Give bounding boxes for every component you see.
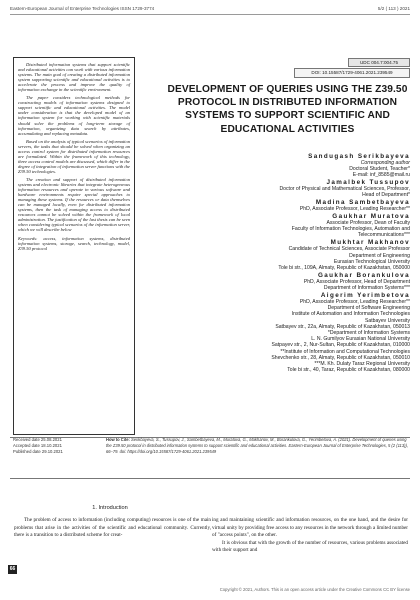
author-affiliation-line: Department of Information Systems*** [323, 285, 410, 292]
accepted-date: Accepted date 18.10.2021 [13, 443, 62, 449]
paper-title: DEVELOPMENT OF QUERIES USING THE Z39.50 PROTOCOL IN DISTRIBUTED INFORMATION SYSTEMS TO SUPPORT SCIENTIFIC AND EDUCATIONAL ACTIVITIES [167, 84, 408, 135]
published-date: Published date 29.10.2021 [13, 449, 63, 455]
author-affiliation-line: Satpayev str., 2, Nur-Sultan, Republic of Kazakhstan, 010000 [271, 342, 410, 349]
header-divider [10, 14, 410, 15]
author-affiliation-line: PhD, Associate Professor, Leading Researcher** [299, 206, 410, 213]
abstract-paragraph: The paper considers technological methods for constructing models of information systems designed to support scientific and educational activities. The model under consideration is that the developed model of an information system for working with scientific materials should solve the problems of long-term storage of information, organizing data search by attributes, accumulating and replacing metadata. [18, 95, 130, 136]
author-name: Sandugash Serikbayeva [308, 152, 410, 160]
author-affiliation-line: Eurasian Technological University [333, 258, 410, 265]
author-affiliation-line: Shevchenko str., 28, Almaty, Republic of Kazakhstan, 050010 [271, 354, 410, 361]
author-affiliation-line: Head of Department* [362, 192, 410, 199]
license-footer: Copyright © 2021, Authors. This is an open access article under the Creative Commons CC BY license [219, 587, 410, 592]
author-affiliation-line: **Institute of Information and Computational Technologies [280, 348, 410, 355]
keywords: Keywords: access, information systems, distributed information systems, storage, search, technology, model, Z39.50 protocol [18, 235, 130, 251]
author-affiliation-line: Satbayev str., 22a, Almaty, Republic of Kazakhstan, 050013 [275, 323, 410, 330]
author-affiliation-line[interactable]: E-mail: inf_8585@mail.ru [352, 172, 410, 179]
abstract-paragraph: Distributed information systems that support scientific and educational activities can work with various information systems. The main goal of creating a distributed information system supporting scientific and educational activities is to accelerate the process and improve the quality of information exchange in the scientific environment. [18, 62, 130, 93]
how-to-cite-label: How to Cite: [106, 437, 130, 442]
doi-link[interactable]: DOI: 10.15587/1729-4061.2021.239549 [294, 68, 410, 78]
author-name: Gaukhar Borankulova [317, 271, 410, 279]
author-affiliation-line: Tole bi str., 40, Taraz, Republic of Kazakhstan, 080000 [287, 367, 410, 374]
body-paragraph: ing and maintaining scientific and information resources, on the one hand, and the desire for virtual unity by providing free access to any resources in the network through a limited number of "access points", on the other. [212, 517, 409, 539]
author-affiliation-line: Associate Professor, Dean of Faculty [326, 220, 410, 227]
author-name: Aigerim Yerimbetova [320, 291, 410, 299]
author-affiliation-line: Department of Engineering [349, 252, 410, 259]
author-name: Jamalbek Tussupov [326, 178, 410, 186]
author-affiliation-line: L. N. Gumilyov Eurasian National University [311, 336, 410, 343]
abstract-paragraph: Based on the analysis of typical scenarios of information servers, the tasks that should be solved when organizing an access control system for distributed information resources are formulated. Within the framework of this technology, three access control models are discussed, which differ in the degree of integration of information server functions with the Z39.50 technologies. [18, 138, 130, 174]
author-affiliation-line: Faculty of Information Technologies, Automation and [291, 226, 410, 233]
body-paragraph: It is obvious that with the growth of the number of resources, various problems associated with their support and [212, 539, 408, 554]
author-affiliation-line: Satbayev University [364, 317, 410, 324]
author-name: Gaukhar Muratova [332, 212, 410, 220]
udc-code: UDC 004.7:004.75 [348, 58, 410, 67]
author-affiliation-line: Institute of Automation and Information Technologies [291, 311, 410, 318]
abstract-box [13, 57, 135, 435]
author-affiliation-line: PhD, Associate Professor, Leading Researcher** [299, 298, 410, 305]
author-affiliation-line: *Department of Information Systems [327, 329, 410, 336]
how-to-cite [106, 437, 410, 456]
author-affiliation-line: PhD, Associate Professor, Head of Department [303, 278, 410, 285]
author-affiliation-line: ***M. Kh. Dulaty Taraz Regional University [314, 361, 410, 367]
journal-name: Eastern-European Journal of Enterprise Technologies ISSN 1729-3774 [10, 6, 155, 11]
author-affiliation-line: Candidate of Technical Sciences, Associate Professor [288, 246, 410, 253]
abstract-paragraph: The creation and support of distributed information systems and electronic libraries that integrate heterogeneous information resources and operate in various software and hardware environments require special approaches to managing these systems. If the resources or data themselves can be managed locally, even for distributed information systems, then the task of managing access to distributed resources cannot be solved within the framework of local administration. The justification of the last thesis can be seen when considering typical scenarios of the information server, which we will describe below [18, 176, 130, 233]
author-affiliation-line: Doctor of Physical and Mathematical Sciences, Professor, [279, 186, 410, 193]
author-name: Madina Sambetbayeva [315, 198, 410, 206]
author-affiliation-line: Doctoral Student, Teacher* [349, 165, 410, 172]
author-affiliation-line: Tole bi str., 109A, Almaty, Republic of Kazakhstan, 050000 [278, 264, 410, 271]
author-list [143, 152, 410, 373]
author-affiliation-line: Department of Software Engineering [327, 305, 410, 312]
divider [10, 478, 410, 479]
received-date: Received date 25.08.2021 [13, 437, 62, 442]
section-heading: 1. Introduction [92, 505, 128, 511]
article-dates [13, 437, 93, 456]
author-affiliation-line: Corresponding author [360, 159, 410, 166]
journal-issue: 5/2 ( 113 ) 2021 [377, 6, 410, 11]
author-name: Mukhtar Makhanov [330, 239, 410, 247]
author-affiliation-line: Telecommunications*** [357, 232, 410, 239]
page-number: 66 [9, 566, 16, 572]
body-column-left: The problem of access to information (including computing) resources is one of the main problems that arise in the activities of the scientific and educational community. Currently, there is a transition to a distributed scheme for creat- [14, 517, 211, 539]
journal-header [10, 4, 410, 13]
citation-text: Serikbayeva, S., Tussupov, J., Sambetbayeva, M., Muratova, G., Makhanov, M., Borankulova, G., Yerimbetova, A. (2021). Development of queries using the Z39.50 protocol in distributed information systems to support scientific and educational activities. Eastern-European Journal of Enterprise Technologies, 5 (2 (113)), 66–79. doi: https://doi.org/10.15587/1729-4061.2021.239549 [106, 437, 408, 455]
body-column-right [212, 517, 408, 555]
